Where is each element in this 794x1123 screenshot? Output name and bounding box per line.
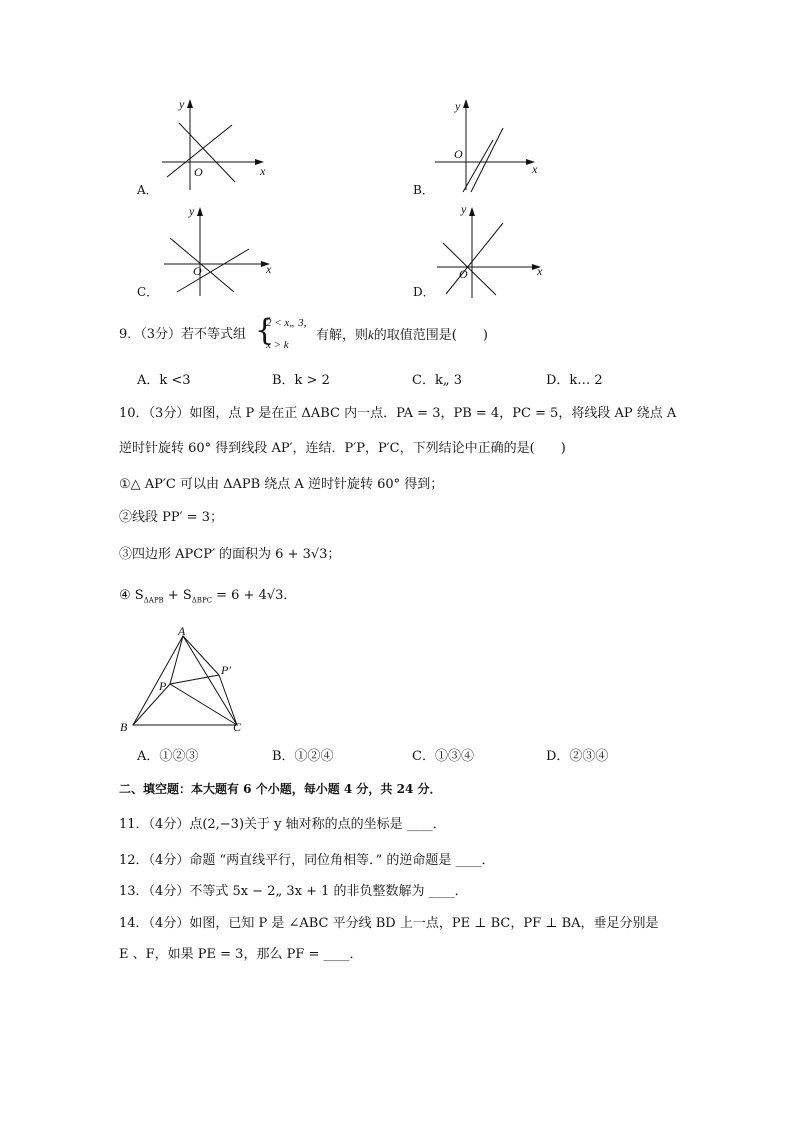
q10-s4-end: = 6 + 4√3． xyxy=(212,588,297,603)
q11: 11．（4分）点(2,−3)关于 y 轴对称的点的坐标是 ____． xyxy=(119,817,446,832)
q9-brace: { xyxy=(255,313,275,348)
vertex-b-label: B xyxy=(120,720,128,734)
x-label: x xyxy=(260,164,266,178)
vertex-c-label: C xyxy=(233,720,242,734)
q9-system-line2: x > k xyxy=(266,339,289,351)
vertex-a-label: A xyxy=(178,624,186,638)
q10-s4-a: ④ S xyxy=(119,588,144,603)
q9-suffix-k: k xyxy=(368,327,374,342)
q9-suffix-a: 有解，则 xyxy=(316,328,369,343)
y-arrow-icon xyxy=(463,99,469,108)
graph-a-label: A． xyxy=(137,183,158,197)
line-2 xyxy=(177,249,249,292)
graph-a-svg xyxy=(137,95,277,195)
q9-suffix xyxy=(316,326,488,345)
line-1 xyxy=(179,123,235,182)
section-2-heading: 二、填空题：本大题有 6 个小题，每小题 4 分，共 24 分． xyxy=(119,782,442,796)
q10-option-a: A．①②③ xyxy=(137,749,199,764)
line-2 xyxy=(463,140,493,192)
graph-b xyxy=(413,95,553,195)
q10-figure xyxy=(115,620,265,740)
x-label: x xyxy=(266,262,272,276)
q10-s4-sub1: ΔAPB xyxy=(143,596,164,605)
line-1 xyxy=(446,223,503,294)
graph-c-label: C． xyxy=(137,285,159,299)
x-label: x xyxy=(532,162,538,176)
origin-label: O xyxy=(194,165,203,179)
q10-statement-1: ①△ AP′C 可以由 ΔAPB 绕点 A 逆时针旋转 60° 得到； xyxy=(119,477,444,492)
q10-line1: 10．（3分）如图，点 P 是在正 ΔABC 内一点．PA = 3，PB = 4，PC = 5，将线段 AP 绕点 A xyxy=(119,406,677,421)
q13: 13．（4分）不等式 5x − 2„ 3x + 1 的非负整数解为 ____． xyxy=(119,884,468,899)
q10-option-c: C．①③④ xyxy=(412,749,474,764)
q10-option-d: D．②③④ xyxy=(546,749,609,764)
graph-b-label: B． xyxy=(413,183,434,197)
graph-a xyxy=(137,95,277,195)
q9-option-c: C．k„ 3 xyxy=(412,373,462,388)
x-label: x xyxy=(537,264,543,278)
q14-line1: 14．（4分）如图，已知 P 是 ∠ABC 平分线 BD 上一点，PE ⊥ BC，PF ⊥ BA，垂足分别是 xyxy=(119,916,659,931)
segment-ap xyxy=(170,636,183,684)
graph-d-label: D． xyxy=(413,285,435,299)
line-1 xyxy=(170,238,234,292)
q10-s4-sub2: ΔBPC xyxy=(191,596,213,605)
q9-suffix-b: 的取值范围是( ) xyxy=(373,328,488,343)
q14-line2: E 、F，如果 PE = 3，那么 PF = ____． xyxy=(119,947,363,962)
line-1 xyxy=(471,128,503,192)
q10-option-b: B．①②④ xyxy=(272,749,334,764)
q9-option-a: A．k <3 xyxy=(137,373,191,388)
point-p2-label: P′ xyxy=(221,663,231,677)
q10-line2: 逆时针旋转 60° 得到线段 AP′，连结．P′P，P′C，下列结论中正确的是( ) xyxy=(119,441,566,456)
y-label: y xyxy=(455,99,461,113)
q10-s4-plus: + S xyxy=(163,588,192,603)
q12: 12．（4分）命题 “两直线平行，同位角相等．” 的逆命题是 ____． xyxy=(119,853,495,868)
origin-label: O xyxy=(454,147,463,161)
q9-option-d: D．k… 2 xyxy=(546,373,603,388)
q10-triangle-svg xyxy=(115,620,265,740)
origin-label: O xyxy=(193,264,202,278)
y-arrow-icon xyxy=(469,207,475,216)
y-arrow-icon xyxy=(187,99,193,108)
graph-b-svg xyxy=(413,95,553,195)
q10-statement-4 xyxy=(119,587,296,610)
origin-label: O xyxy=(459,267,468,281)
q9-prefix: 9．（3分）若不等式组 xyxy=(119,327,247,342)
q9-system-line1: 2 < x„ 3, xyxy=(266,317,307,329)
y-arrow-icon xyxy=(197,207,203,216)
segment-ap2 xyxy=(183,636,219,675)
y-label: y xyxy=(189,204,195,218)
point-p-label: P xyxy=(159,679,167,693)
y-label: y xyxy=(179,97,185,111)
y-label: y xyxy=(461,202,467,216)
q9-option-b: B．k > 2 xyxy=(272,373,330,388)
segment-pc xyxy=(170,684,237,725)
q10-statement-3: ③四边形 APCP′ 的面积为 6 + 3√3； xyxy=(119,547,341,562)
q10-statement-2: ②线段 PP′ = 3； xyxy=(119,510,224,525)
